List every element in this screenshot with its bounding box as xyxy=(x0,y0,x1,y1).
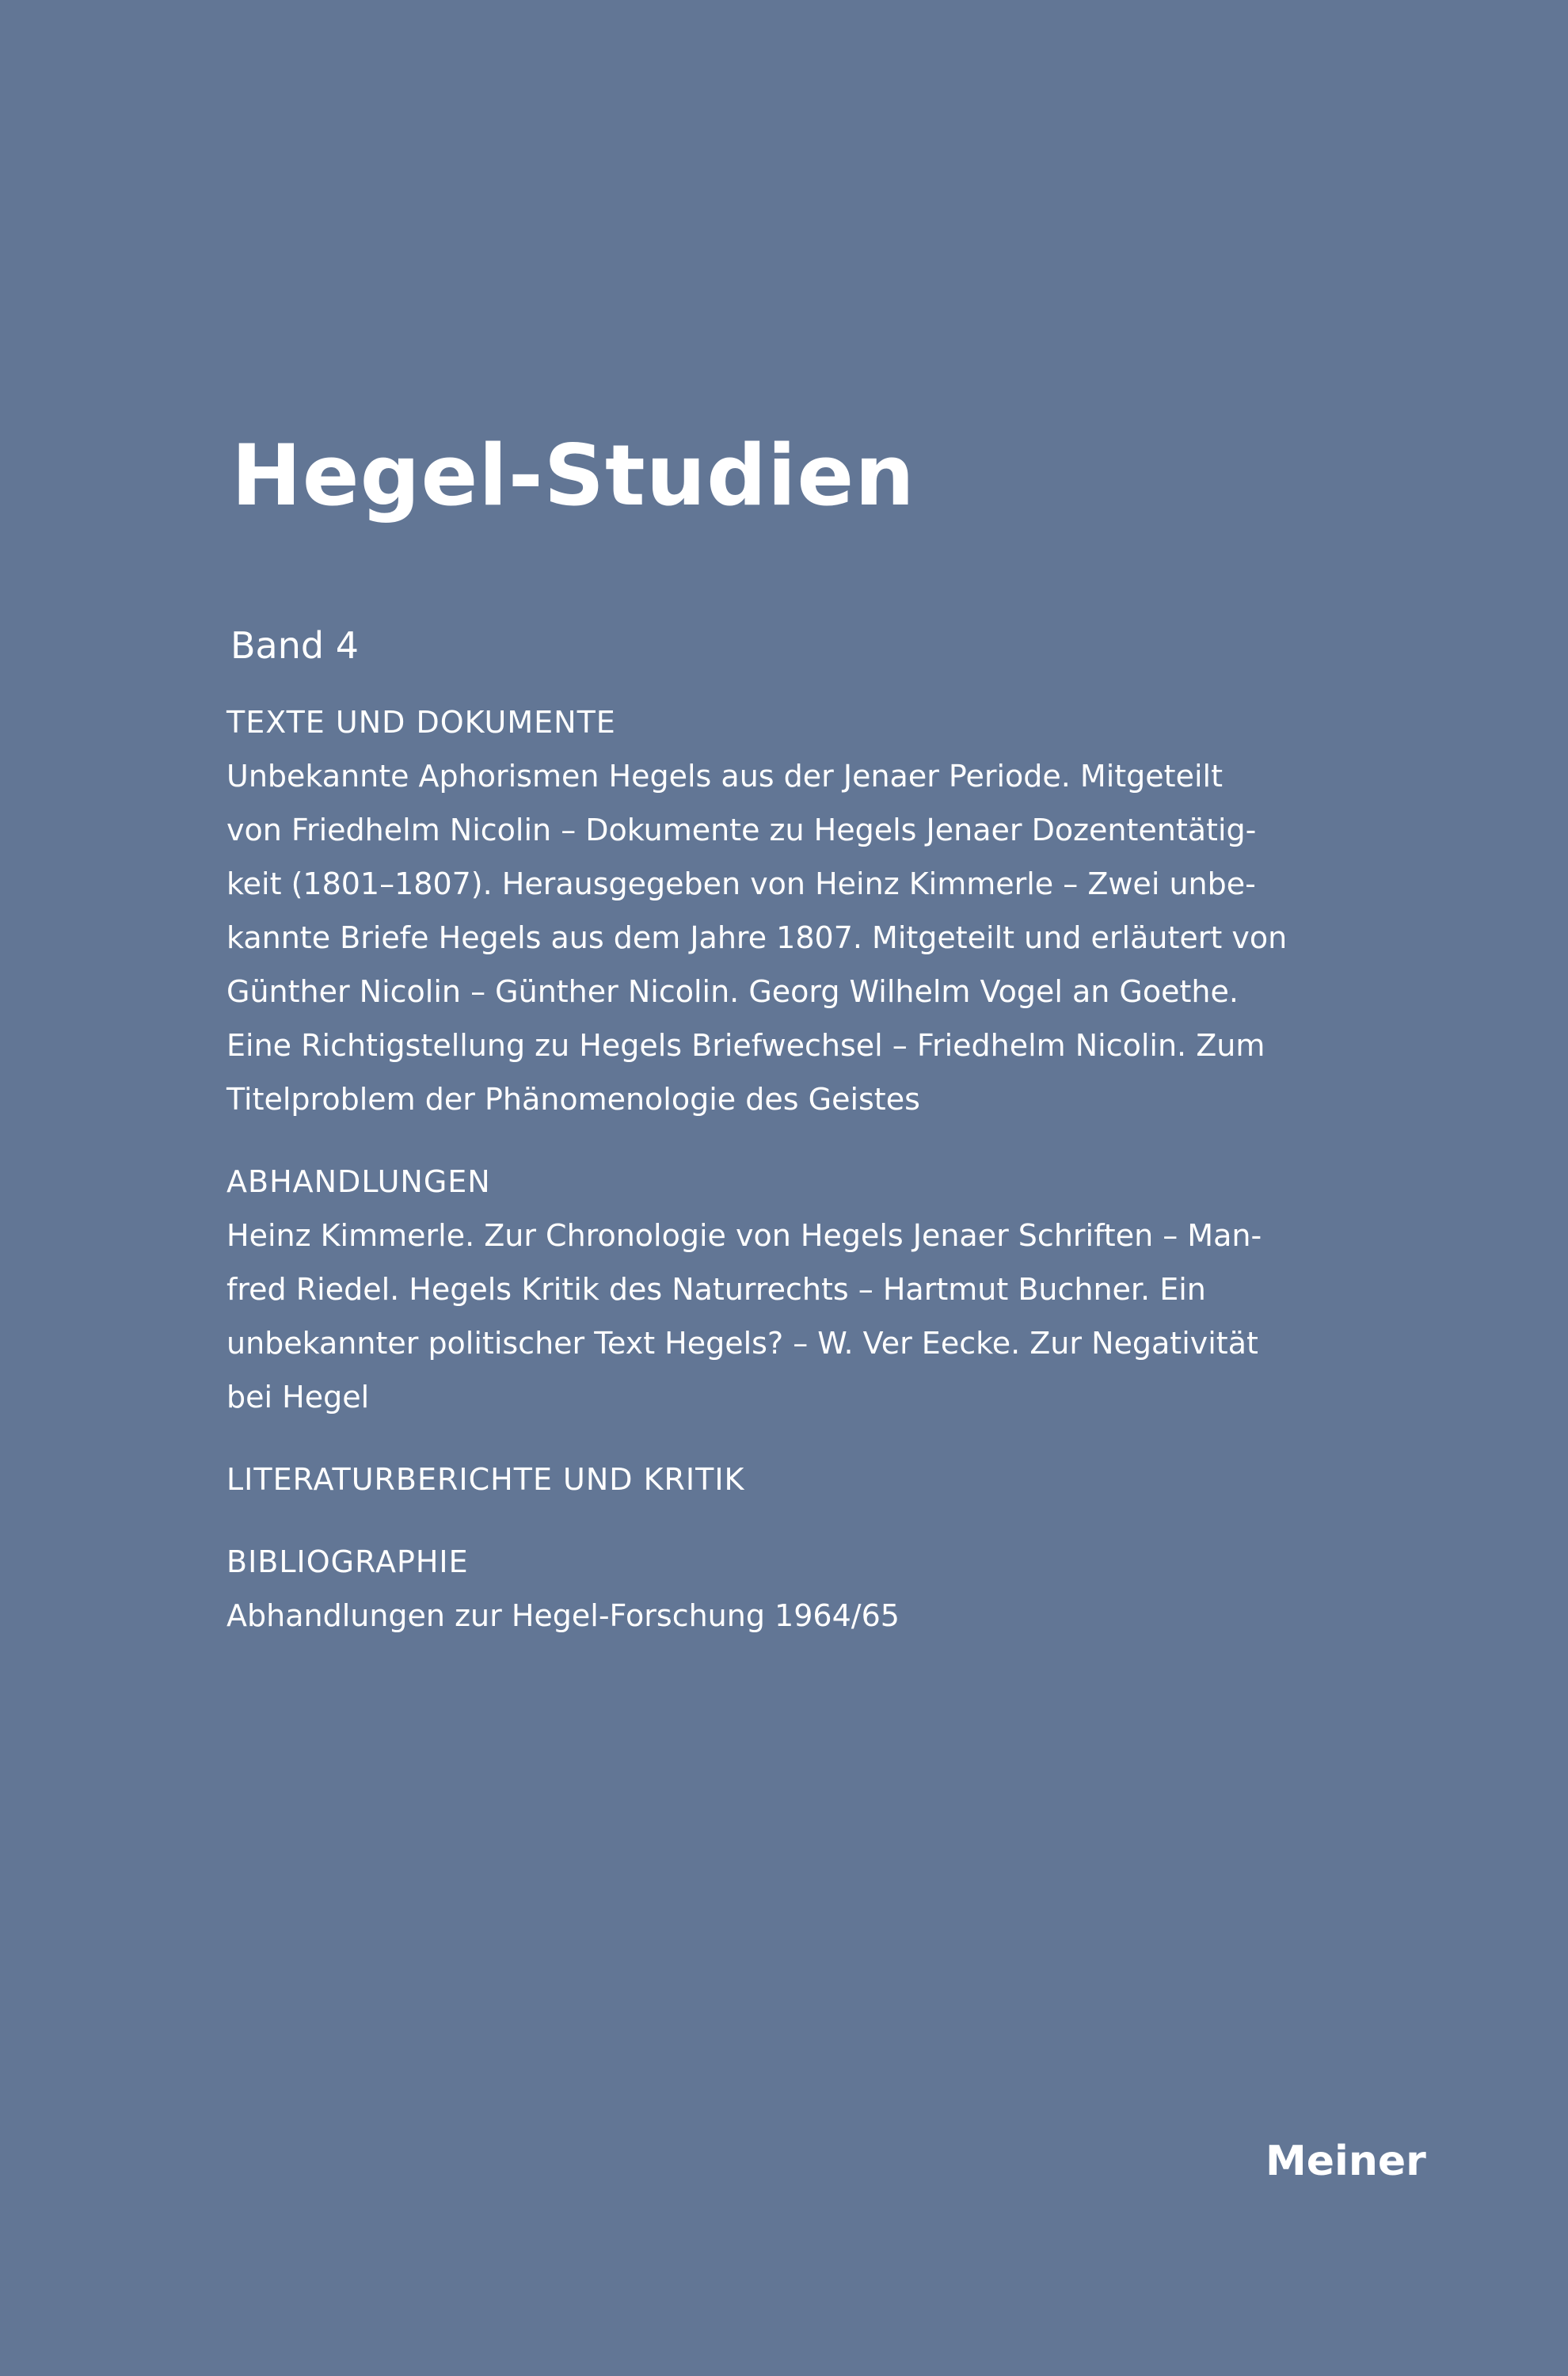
contents-list xyxy=(226,695,1351,1671)
section-text-line: Günther Nicolin – Günther Nicolin. Georg Wilhelm Vogel an Goethe. xyxy=(226,974,1239,1009)
section-heading: TEXTE UND DOKUMENTE xyxy=(226,705,616,740)
book-title: Hegel-Studien xyxy=(231,427,915,524)
section-bibliographie xyxy=(226,1535,1351,1643)
section-text-line: von Friedhelm Nicolin – Dokumente zu Hegels Jenaer Dozententätig- xyxy=(226,813,1257,847)
publisher-logo: Meiner xyxy=(1265,2138,1426,2185)
section-text-line: fred Riedel. Hegels Kritik des Naturrechts – Hartmut Buchner. Ein xyxy=(226,1272,1206,1307)
section-literaturberichte xyxy=(226,1453,1351,1506)
section-text-line: unbekannter politischer Text Hegels? – W. Ver Eecke. Zur Negativität xyxy=(226,1326,1258,1361)
section-text-line: Abhandlungen zur Hegel-Forschung 1964/65 xyxy=(226,1598,900,1633)
section-text-line: Eine Richtigstellung zu Hegels Briefwechsel – Friedhelm Nicolin. Zum xyxy=(226,1028,1265,1063)
section-text-line: Titelproblem der Phänomenologie des Geistes xyxy=(226,1082,920,1117)
section-heading: BIBLIOGRAPHIE xyxy=(226,1544,469,1579)
section-heading: ABHANDLUNGEN xyxy=(226,1164,491,1199)
volume-label: Band 4 xyxy=(230,624,359,667)
section-abhandlungen xyxy=(226,1155,1351,1424)
section-text-line: kannte Briefe Hegels aus dem Jahre 1807. Mitgeteilt und erläutert von xyxy=(226,920,1288,955)
section-text-line: Unbekannte Aphorismen Hegels aus der Jenaer Periode. Mitgeteilt xyxy=(226,759,1223,794)
section-heading: LITERATURBERICHTE UND KRITIK xyxy=(226,1462,745,1497)
section-texte-und-dokumente xyxy=(226,695,1351,1126)
section-text-line: bei Hegel xyxy=(226,1380,370,1415)
section-text-line: Heinz Kimmerle. Zur Chronologie von Hegels Jenaer Schriften – Man- xyxy=(226,1218,1262,1253)
section-text-line: keit (1801–1807). Herausgegeben von Heinz Kimmerle – Zwei unbe- xyxy=(226,866,1256,901)
